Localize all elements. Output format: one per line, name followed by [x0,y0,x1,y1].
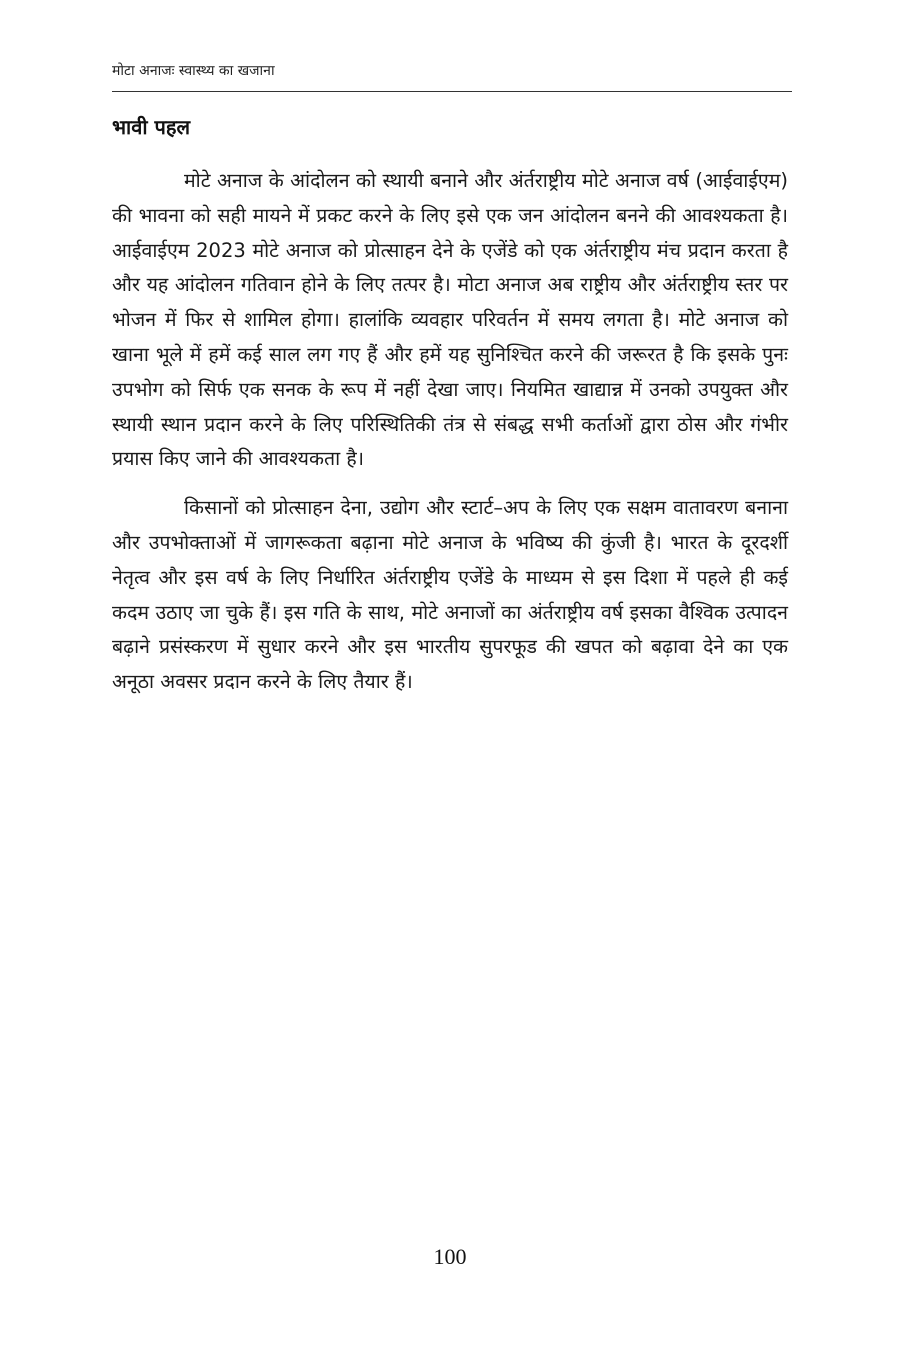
section-heading: भावी पहल [112,115,191,139]
header-divider [112,91,792,92]
running-header-title: मोटा अनाजः स्वास्थ्य का खजाना [112,63,275,79]
body-paragraph-2: किसानों को प्रोत्साहन देना, उद्योग और स्टार्ट–अप के लिए एक सक्षम वातावरण बनाना और उपभोक्ताओं में जागरूकता बढ़ाना मोटे अनाज के भविष्य की कुंजी है। भारत के दूरदर्शी नेतृत्व और इस वर्ष के लिए निर्धारित अंर्तराष्ट्रीय एजेंडे के माध्यम से इस दिशा में पहले ही कई कदम उठाए जा चुके हैं। इस गति के साथ, मोटे अनाजों का अंर्तराष्ट्रीय वर्ष इसका वैश्विक उत्पादन बढ़ाने प्रसंस्करण में सुधार करने और इस भारतीय सुपरफूड की खपत को बढ़ावा देने का एक अनूठा अवसर प्रदान करने के लिए तैयार हैं। [112,496,788,694]
body-paragraph-1: मोटे अनाज के आंदोलन को स्थायी बनाने और अंर्तराष्ट्रीय मोटे अनाज वर्ष (आईवाईएम) की भावना को सही मायने में प्रकट करने के लिए इसे एक जन आंदोलन बनने की आवश्यकता है। आईवाईएम 2023 मोटे अनाज को प्रोत्साहन देने के एजेंडे को एक अंर्तराष्ट्रीय मंच प्रदान करता है और यह आंदोलन गतिवान होने के लिए तत्पर है। मोटा अनाज अब राष्ट्रीय और अंर्तराष्ट्रीय स्तर पर भोजन में फिर से शामिल होगा। हालांकि व्यवहार परिवर्तन में समय लगता है। मोटे अनाज को खाना भूले में हमें कई साल लग गए हैं और हमें यह सुनिश्चित करने की जरूरत है कि इसके पुनः उपभोग को सिर्फ एक सनक के रूप में नहीं देखा जाए। नियमित खाद्यान्न में उनको उपयुक्त और स्थायी स्थान प्रदान करने के लिए परिस्थितिकी तंत्र से संबद्ध सभी कर्ताओं द्वारा ठोस और गंभीर प्रयास किए जाने की आवश्यकता है। [112,169,788,471]
page-body [112,112,788,700]
page-number: 100 [433,1244,467,1269]
